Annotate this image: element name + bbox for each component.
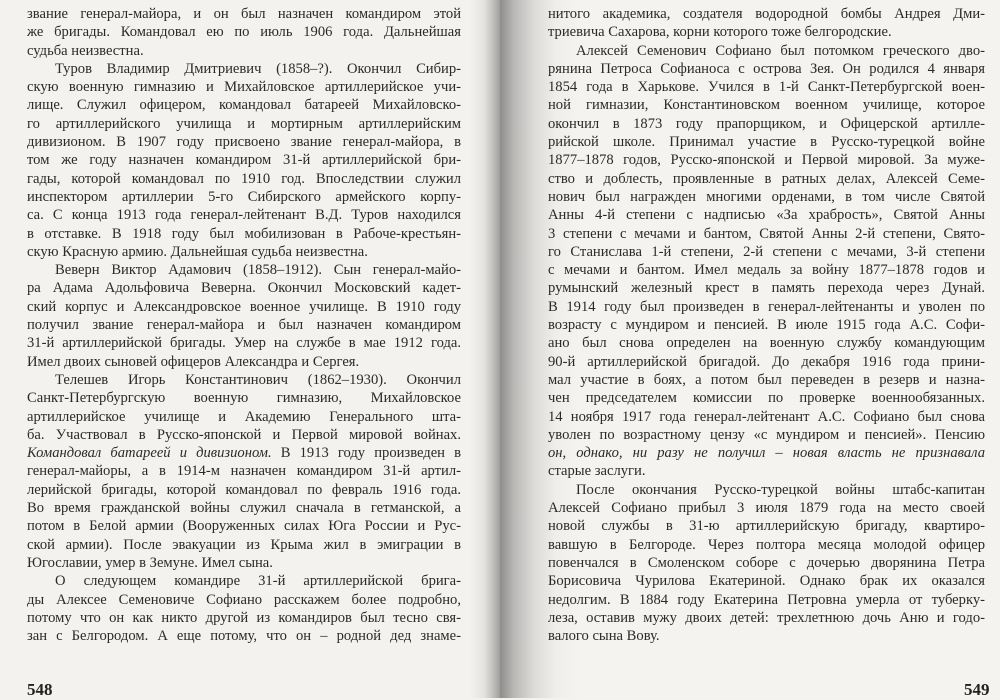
line-text: нович был награжден многими орденами, в том числе Святой <box>548 188 985 205</box>
text-line <box>27 408 461 426</box>
text-line <box>27 261 461 279</box>
line-text: Веверн Виктор Адамович (1858–1912). Сын генерал-майо- <box>55 262 461 279</box>
italic-text: Командовал батареей и дивизионом. <box>27 445 272 462</box>
text-line <box>548 243 985 261</box>
text-line <box>27 554 461 572</box>
text-line <box>27 5 461 23</box>
line-text: В 1914 году был произведен в генерал-лейтенанты и уволен по <box>548 298 985 315</box>
line-text: скую военную гимназию и Михайловское артиллерийское учи- <box>27 79 461 96</box>
text-line <box>548 572 985 590</box>
text-line <box>27 23 461 41</box>
line-text: чен председателем комиссии по проверке военнообязанных. <box>548 390 985 407</box>
line-text: рянина Петроса Софианоса с острова Зея. Он родился 4 января <box>548 60 985 77</box>
line-text: Во время гражданской войны служил сначала в гетманской, а <box>27 500 461 517</box>
text-line <box>548 206 985 224</box>
text-line <box>548 609 985 627</box>
line-text: получил звание генерал-майора и был назначен командиром <box>27 317 461 334</box>
text-line <box>27 170 461 188</box>
text-line <box>548 151 985 169</box>
line-text: ба. Участвовал в Русско-японской и Первой мировой войнах. <box>27 426 461 443</box>
line-text: с мечами и бантом. Имел медаль за войну 1877–1878 годов и <box>548 262 985 279</box>
text-line <box>27 353 461 371</box>
text-line <box>27 243 461 261</box>
text-line <box>548 371 985 389</box>
line-text: 1854 года в Харькове. Учился в 1-й Санкт-Петербургской воен- <box>548 79 985 96</box>
text-line <box>27 188 461 206</box>
line-text: Телешев Игорь Константинович (1862–1930). Окончил <box>55 371 461 388</box>
text-line <box>548 42 985 60</box>
line-text: ано был снова определен на военную службу командующим <box>548 335 985 352</box>
line-text: судьба неизвестна. <box>27 42 144 59</box>
text-line <box>548 408 985 426</box>
line-text: дивизионом. В 1907 году присвоено звание генерал-майора, в <box>27 134 461 151</box>
text-line <box>548 334 985 352</box>
text-line <box>27 627 461 645</box>
text-line <box>548 96 985 114</box>
text-line <box>548 481 985 499</box>
line-text: Югославии, умер в Земуне. Имел сына. <box>27 554 273 571</box>
text-line <box>27 499 461 517</box>
line-text: зан с Белгородом. А еще потому, что он – родной дед знаме- <box>27 628 461 645</box>
text-line <box>548 591 985 609</box>
page-number-right: 549 <box>964 680 990 699</box>
line-text: румынский железный крест в память перехода через Дунай. <box>548 280 985 297</box>
text-line <box>27 572 461 590</box>
text-line <box>548 426 985 444</box>
text-line <box>548 261 985 279</box>
text-line <box>27 115 461 133</box>
line-text: Алексей Софиано прибыл 3 июля 1879 года на место своей <box>548 500 985 517</box>
text-line <box>27 444 461 462</box>
line-text: Туров Владимир Дмитриевич (1858–?). Окончил Сибир- <box>55 60 461 77</box>
text-line <box>548 554 985 572</box>
line-text: О следующем командире 31-й артиллерийской брига- <box>55 573 461 590</box>
text-line <box>27 389 461 407</box>
line-text: скую Красную армию. Дальнейшая судьба неизвестна. <box>27 243 368 260</box>
line-text: в отставке. В 1918 году был мобилизован в Рабоче-крестьян- <box>27 225 461 242</box>
line-text: 3 степени с мечами и бантом, Святой Анны 2-й степени, Свято- <box>548 225 985 242</box>
line-text: ский корпус и Александровское военное училище. В 1910 году <box>27 298 461 315</box>
text-line <box>548 627 985 645</box>
text-line <box>27 334 461 352</box>
line-text: нитого академика, создателя водородной бомбы Андрея Дми- <box>548 6 985 22</box>
text-line <box>548 316 985 334</box>
line-text: Санкт-Петербургскую военную гимназию, Михайловское <box>27 390 461 407</box>
right-page <box>500 0 1000 698</box>
line-text: лерийской бригады, которой командовал по февраль 1916 года. <box>27 481 461 498</box>
line-text: генерал-майоры, а в 1914-м назначен командиром 31-й артил- <box>27 463 461 480</box>
line-text: возрасту с мундиром и пенсией. В июле 1915 года А.С. Софи- <box>548 317 985 334</box>
line-text: 31-й артиллерийской бригады. Умер на службе в мае 1912 года. <box>27 335 461 352</box>
line-text: го артиллерийского училища и мортирным артиллерийским <box>27 115 461 132</box>
line-text: 1877–1878 годов, Русско-японской и Первой мировой. За муже- <box>548 152 985 169</box>
text-line <box>27 225 461 243</box>
line-text: инспектором артиллерии 5-го Сибирского армейского корпу- <box>27 188 461 205</box>
line-text: потом в Белой армии (Вооруженных силах Юга России и Рус- <box>27 518 461 535</box>
line-text: потому что он как никто другой из командиров был тесно свя- <box>27 609 461 626</box>
line-text: валого сына Вову. <box>548 628 660 645</box>
text-line <box>548 170 985 188</box>
text-line <box>27 462 461 480</box>
line-text: Алексей Семенович Софиано был потомком греческого дво- <box>576 42 985 59</box>
text-line <box>27 78 461 96</box>
line-text: Имел двоих сыновей офицеров Александра и Сергея. <box>27 353 360 370</box>
text-line <box>548 536 985 554</box>
text-line <box>548 279 985 297</box>
text-line <box>27 96 461 114</box>
line-text: 14 ноября 1917 года генерал-лейтенант А.С. Софиано был снова <box>548 408 985 425</box>
line-text: триевича Сахарова, корни которого тоже белгородские. <box>548 24 892 41</box>
line-text: артиллерийское училище и Академию Генерального шта- <box>27 408 461 425</box>
text-line <box>548 444 985 462</box>
line-text: ство и доблесть, проявленные в ратных делах, Алексей Семе- <box>548 170 985 187</box>
text-line <box>548 133 985 151</box>
text-line <box>548 23 985 41</box>
text-line <box>27 316 461 334</box>
text-line <box>548 115 985 133</box>
text-line <box>548 60 985 78</box>
line-text: повенчался в Смоленском соборе с дочерью дворянина Петра <box>548 554 985 571</box>
line-text: ды Алексее Семеновиче Софиано расскажем более подробно, <box>27 591 461 608</box>
text-line <box>27 151 461 169</box>
line-text: недолгим. В 1884 году Екатерина Петровна умерла от туберку- <box>548 591 985 608</box>
italic-text: он, однако, ни разу не получил – новая власть не признавала <box>548 445 985 462</box>
text-line <box>27 133 461 151</box>
text-line <box>548 517 985 535</box>
text-line <box>548 78 985 96</box>
line-text: са. С конца 1913 года генерал-лейтенант В.Д. Туров находился <box>27 207 461 224</box>
text-line <box>548 462 985 480</box>
text-line <box>548 389 985 407</box>
text-line <box>27 42 461 60</box>
line-text: гады, которой командовал по 1910 год. Впоследствии служил <box>27 170 461 187</box>
text-line <box>548 5 985 23</box>
text-line <box>27 591 461 609</box>
line-text: старые заслуги. <box>548 463 646 480</box>
text-line <box>548 353 985 371</box>
text-line <box>27 426 461 444</box>
text-line <box>27 481 461 499</box>
text-line <box>27 609 461 627</box>
line-text: вавшую в Белгороде. Через полтора месяца молодой офицер <box>548 536 985 553</box>
line-text: мал участие в боях, а потом был переведен в резерв и назна- <box>548 371 985 388</box>
text-line <box>27 60 461 78</box>
line-text: лище. Служил офицером, командовал батареей Михайловско- <box>27 97 461 114</box>
line-text: После окончания Русско-турецкой войны штабс-капитан <box>576 481 985 498</box>
line-text: ской армии). После эвакуации из Крыма жил в эмиграции в <box>27 536 461 553</box>
text-line <box>27 517 461 535</box>
text-line <box>27 371 461 389</box>
line-text: новой службы в 31-ю артиллерийскую бригаду, квартиро- <box>548 518 985 535</box>
text-line <box>27 206 461 224</box>
line-text: леза, оставив мужу двоих детей: трехлетнюю дочь Аню и годо- <box>548 609 985 626</box>
text-line <box>27 536 461 554</box>
text-line <box>548 499 985 517</box>
line-text: Анны 4-й степени с надписью «За храбрость», Святой Анны <box>548 207 985 224</box>
line-text: окончил в 1873 году прапорщиком, и Офицерской артилле- <box>548 115 985 132</box>
line-text: Борисовича Чурилова Екатериной. Однако брак их оказался <box>548 573 985 590</box>
text-line <box>548 225 985 243</box>
text-line <box>548 298 985 316</box>
line-text: В 1913 году произведен в <box>271 445 461 462</box>
line-text: том же году назначен командиром 31-й артиллерийской бри- <box>27 152 461 169</box>
line-text: 90-й артиллерийской бригадой. До декабря 1916 года прини- <box>548 353 985 370</box>
line-text: уволен по возрастному цензу «с мундиром и пенсией». Пенсию <box>548 426 985 443</box>
line-text: ной гимназии, Константиновском военном училище, которое <box>548 97 985 114</box>
right-page-text <box>548 5 985 645</box>
line-text: го Станислава 1-й степени, 2-й степени с мечами, 3-й степени <box>548 243 985 260</box>
line-text: же бригады. Командовал ею по июль 1906 года. Дальнейшая <box>27 24 461 41</box>
left-page-text <box>27 5 461 645</box>
text-line <box>27 298 461 316</box>
page-number-left: 548 <box>27 680 53 699</box>
line-text: ра Адама Адольфовича Веверна. Окончил Московский кадет- <box>27 280 461 297</box>
line-text: рийской школе. Принимал участие в Русско-турецкой войне <box>548 134 985 151</box>
line-text: звание генерал-майора, и он был назначен командиром этой <box>27 6 461 22</box>
text-line <box>548 188 985 206</box>
text-line <box>27 279 461 297</box>
left-page <box>0 0 500 698</box>
